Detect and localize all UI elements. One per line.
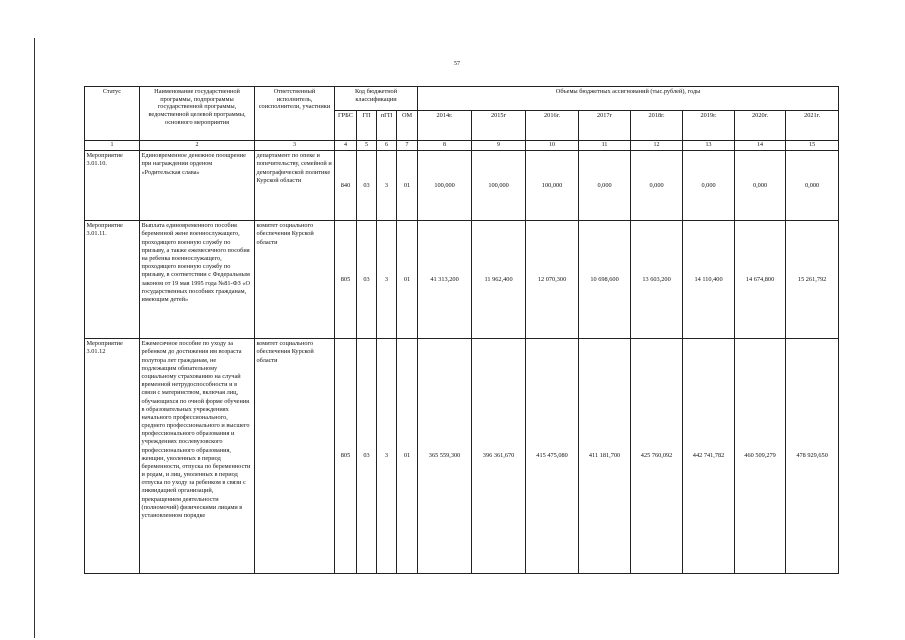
page-number: 57 [454, 61, 460, 67]
header-executor: Ответственный исполнитель, соисполнители, участники [255, 87, 335, 141]
row-name: Единовременное денежное поощрение при награждении орденом «Родительская слава» [140, 151, 255, 221]
row-value: 100,000 [526, 151, 579, 221]
col-number: 6 [377, 141, 397, 151]
table-row [85, 151, 839, 221]
col-number: 4 [335, 141, 357, 151]
row-executor: департамент по опеке и попечительству, семейной и демографической политике Курской области [255, 151, 335, 221]
row-om: 01 [397, 151, 418, 221]
row-om: 01 [397, 339, 418, 574]
header-year: 2018г. [631, 111, 683, 141]
row-value: 442 741,782 [683, 339, 735, 574]
row-value: 100,000 [418, 151, 472, 221]
row-value: 15 261,792 [786, 221, 839, 339]
row-gp: 03 [357, 151, 377, 221]
row-value: 14 674,800 [735, 221, 786, 339]
row-pgp: 3 [377, 151, 397, 221]
row-value: 411 181,700 [579, 339, 631, 574]
row-executor: комитет социального обеспечения Курской области [255, 339, 335, 574]
row-name: Ежемесячное пособие по уходу за ребенком до достижения им возраста полутора лет гражданам, не подлежащим обязательному социальному страхованию на случай временной нетрудоспособности и в связи с материнством, включая лиц, обучающихся по очной форме обучения в образовательных учреждениях начального профессионального, среднего профессионального и высшего профессионального образования и учреждениях послевузовского профессионального образования, женщин, уволенных в период беременности, отпуска по беременности и родам, и лиц, уволенных в период отпуска по уходу за ребенком в связи с ликвидацией организаций, прекращением деятельности (полномочий) физическими лицами в установленном порядке [140, 339, 255, 574]
row-value: 425 760,092 [631, 339, 683, 574]
row-value: 41 313,200 [418, 221, 472, 339]
col-number: 12 [631, 141, 683, 151]
header-status: Статус [85, 87, 140, 141]
header-name: Наименование государственной программы, подпрограммы государственной программы, ведомственной целевой программы, основного мероприятия [140, 87, 255, 141]
row-value: 14 110,400 [683, 221, 735, 339]
col-number: 11 [579, 141, 631, 151]
col-number: 10 [526, 141, 579, 151]
row-grbs: 840 [335, 151, 357, 221]
table-row [85, 339, 839, 574]
row-value: 0,000 [683, 151, 735, 221]
col-number: 8 [418, 141, 472, 151]
row-status: Мероприятие 3.01.12 [85, 339, 140, 574]
col-number: 1 [85, 141, 140, 151]
header-year: 2021г. [786, 111, 839, 141]
row-executor: комитет социального обеспечения Курской области [255, 221, 335, 339]
header-year: 2019г. [683, 111, 735, 141]
col-number: 14 [735, 141, 786, 151]
header-code-grbs: ГРБС [335, 111, 357, 141]
header-code-gp: ГП [357, 111, 377, 141]
col-number: 15 [786, 141, 839, 151]
header-year: 2016г. [526, 111, 579, 141]
column-numbers-row [85, 141, 839, 151]
row-gp: 03 [357, 339, 377, 574]
row-value: 478 929,650 [786, 339, 839, 574]
row-value: 12 070,300 [526, 221, 579, 339]
header-budget-code: Код бюджетной классификации [335, 87, 418, 111]
row-value: 365 559,300 [418, 339, 472, 574]
row-value: 0,000 [786, 151, 839, 221]
col-number: 13 [683, 141, 735, 151]
budget-table [84, 86, 839, 574]
col-number: 5 [357, 141, 377, 151]
row-value: 100,000 [472, 151, 526, 221]
row-value: 415 475,080 [526, 339, 579, 574]
row-pgp: 3 [377, 339, 397, 574]
row-value: 11 962,400 [472, 221, 526, 339]
row-om: 01 [397, 221, 418, 339]
header-year: 2017г [579, 111, 631, 141]
header-code-pgp: пГП [377, 111, 397, 141]
margin-rule [34, 38, 35, 638]
row-value: 0,000 [631, 151, 683, 221]
col-number: 3 [255, 141, 335, 151]
row-name: Выплата единовременного пособия беременной жене военнослужащего, проходящего военную службу по призыву, а также ежемесячного пособия на ребенка военнослужащего, проходящего военную службу по призыву, в соответствии с Федеральным законом от 19 мая 1995 года №81-ФЗ «О государственных пособиях гражданам, имеющим детей» [140, 221, 255, 339]
row-gp: 03 [357, 221, 377, 339]
row-value: 0,000 [735, 151, 786, 221]
table-row [85, 221, 839, 339]
header-volumes: Объемы бюджетных ассигнований (тыс.рублей), годы [418, 87, 839, 111]
header-code-om: ОМ [397, 111, 418, 141]
header-year: 2020г. [735, 111, 786, 141]
row-grbs: 805 [335, 221, 357, 339]
row-value: 0,000 [579, 151, 631, 221]
row-value: 13 603,200 [631, 221, 683, 339]
header-year: 2015г [472, 111, 526, 141]
row-status: Мероприятие 3.01.10. [85, 151, 140, 221]
row-value: 396 361,670 [472, 339, 526, 574]
row-value: 10 698,600 [579, 221, 631, 339]
col-number: 7 [397, 141, 418, 151]
row-value: 460 509,279 [735, 339, 786, 574]
header-year: 2014г. [418, 111, 472, 141]
col-number: 9 [472, 141, 526, 151]
col-number: 2 [140, 141, 255, 151]
row-grbs: 805 [335, 339, 357, 574]
row-pgp: 3 [377, 221, 397, 339]
row-status: Мероприятие 3.01.11. [85, 221, 140, 339]
